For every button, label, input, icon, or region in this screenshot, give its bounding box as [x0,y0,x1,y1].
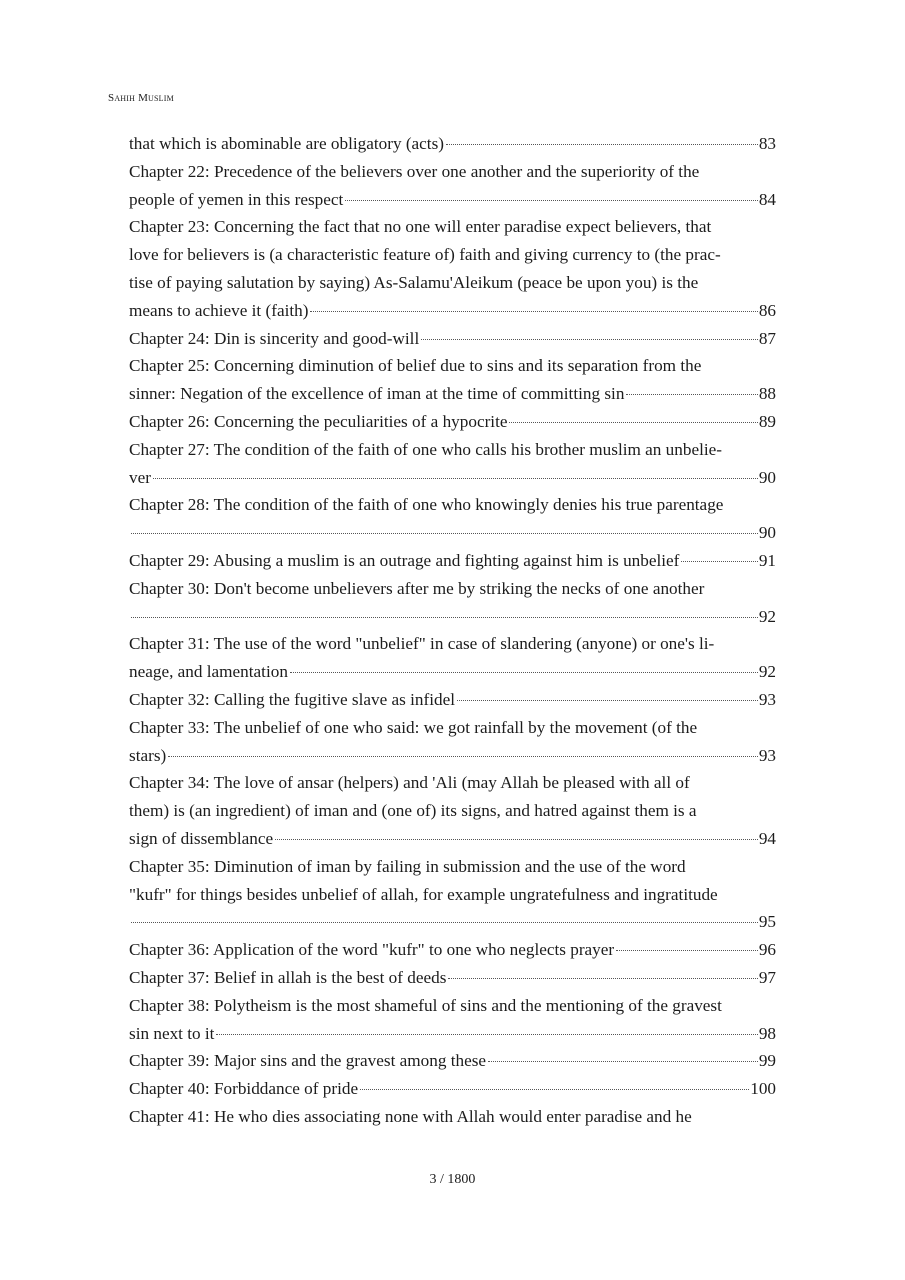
toc-entry-text: Chapter 29: Abusing a muslim is an outrage and fighting against him is unbelief [129,550,680,570]
dot-leader [509,422,757,423]
toc-entry[interactable] [129,325,776,353]
toc-entry[interactable] [129,130,776,158]
toc-entry[interactable] [129,436,776,492]
toc-page-number: 89 [758,411,776,431]
toc-entry-leader-line [129,1075,776,1103]
toc-entry[interactable] [129,1047,776,1075]
dot-leader [448,978,757,979]
toc-entry-text: Chapter 39: Major sins and the gravest among these [129,1051,487,1071]
toc-entry[interactable] [129,630,776,686]
toc-page-number: 97 [758,967,776,987]
toc-entry-line: "kufr" for things besides unbelief of allah, for example ungratefulness and ingratitude [129,884,718,904]
toc-page-number: 84 [758,189,776,209]
toc-entry[interactable] [129,408,776,436]
toc-entry[interactable] [129,213,776,324]
toc-entry-line: them) is (an ingredient) of iman and (one of) its signs, and hatred against them is a [129,801,697,821]
dot-leader [131,617,758,618]
toc-page-number: 98 [758,1023,776,1043]
dot-leader [168,756,758,757]
toc-entry-text: Chapter 36: Application of the word "kufr" to one who neglects prayer [129,940,615,960]
toc-entry[interactable] [129,158,776,214]
toc-entry-text: ver [129,467,151,487]
toc-entry-line: Chapter 25: Concerning diminution of belief due to sins and its separation from the [129,356,702,376]
toc-entry[interactable] [129,769,776,852]
toc-page-number: 92 [758,662,776,682]
toc-entry-leader-line [129,325,776,353]
toc-entry-text: Chapter 26: Concerning the peculiarities of a hypocrite [129,411,508,431]
toc-entry-leader-line [129,936,776,964]
toc-entry-leader-line [129,658,776,686]
toc-entry-text: sign of dissemblance [129,828,274,848]
toc-entry-leader-line [129,186,776,214]
toc-page-number: 87 [758,328,776,348]
dot-leader [345,200,758,201]
toc-entry[interactable] [129,853,776,936]
toc-entry-leader-line [129,964,776,992]
toc-entry-line: Chapter 31: The use of the word "unbelief" in case of slandering (anyone) or one's li- [129,634,715,654]
toc-entry-leader-line [129,825,776,853]
toc-entry-line: Chapter 38: Polytheism is the most shameful of sins and the mentioning of the gravest [129,995,722,1015]
toc-entry-leader-line [129,130,776,158]
toc-page-number: 91 [758,550,776,570]
toc-entry-text: Chapter 37: Belief in allah is the best of deeds [129,967,447,987]
toc-entry-line: Chapter 28: The condition of the faith of one who knowingly denies his true parentage [129,495,724,515]
toc-page-number: 88 [758,384,776,404]
toc-entry-leader-line [129,603,776,631]
toc-page-number: 83 [758,134,776,153]
toc-entry-text: Chapter 24: Din is sincerity and good-will [129,328,420,348]
toc-page-number: 90 [758,523,776,543]
toc-entry[interactable] [129,575,776,631]
table-of-contents [129,130,776,1131]
dot-leader [421,339,758,340]
toc-entry-text: that which is abominable are obligatory (acts) [129,134,444,153]
toc-entry-leader-line [129,464,776,492]
toc-entry-text: people of yemen in this respect [129,189,344,209]
toc-entry-leader-line [129,1047,776,1075]
toc-page-number: 93 [758,689,776,709]
toc-entry-line: Chapter 30: Don't become unbelievers after me by striking the necks of one another [129,578,705,598]
toc-continuation-line: Chapter 41: He who dies associating none with Allah would enter paradise and he [129,1106,692,1126]
toc-entry-text: Chapter 32: Calling the fugitive slave as infidel [129,689,456,709]
toc-page-number: 99 [758,1051,776,1071]
dot-leader [131,922,758,923]
toc-entry-line: Chapter 23: Concerning the fact that no one will enter paradise expect believers, that [129,217,712,237]
dot-leader [153,478,758,479]
toc-entry-text: neage, and lamentation [129,662,288,682]
dot-leader [360,1089,749,1090]
toc-entry-text: stars) [129,745,167,765]
toc-entry-text: sinner: Negation of the excellence of iman at the time of committing sin [129,384,625,404]
toc-entry-text: means to achieve it (faith) [129,300,309,320]
toc-entry-line: Chapter 33: The unbelief of one who said: we got rainfall by the movement (of the [129,717,698,737]
toc-entry-line: Chapter 22: Precedence of the believers over one another and the superiority of the [129,161,700,181]
dot-leader [131,533,758,534]
toc-entry-leader-line [129,297,776,325]
dot-leader [488,1061,758,1062]
toc-entry-line: Chapter 27: The condition of the faith of one who calls his brother muslim an unbelie- [129,439,722,459]
toc-entry-leader-line [129,408,776,436]
toc-entry[interactable] [129,1075,776,1103]
toc-entry[interactable] [129,686,776,714]
toc-entry-text: sin next to it [129,1023,215,1043]
dot-leader [290,672,758,673]
dot-leader [626,394,757,395]
toc-entry[interactable] [129,352,776,408]
dot-leader [310,311,757,312]
toc-entry[interactable] [129,714,776,770]
toc-entry[interactable] [129,491,776,547]
toc-entry-line: love for believers is (a characteristic feature of) faith and giving currency to (the prac- [129,245,721,265]
toc-page-number: 86 [758,300,776,320]
toc-entry-leader-line [129,547,776,575]
toc-entry-leader-line [129,1020,776,1048]
toc-page-number: 93 [758,745,776,765]
toc-entry[interactable] [129,992,776,1048]
toc-page-number: 92 [758,606,776,626]
dot-leader [216,1034,757,1035]
dot-leader [681,561,757,562]
toc-entry-leader-line [129,380,776,408]
toc-entry-leader-line [129,519,776,547]
toc-entry-leader-line [129,908,776,936]
toc-entry[interactable] [129,936,776,964]
toc-entry[interactable] [129,964,776,992]
toc-entry[interactable] [129,547,776,575]
toc-page-number: 96 [758,940,776,960]
toc-page-number: 95 [758,912,776,932]
toc-entry-leader-line [129,686,776,714]
dot-leader [616,950,758,951]
dot-leader [446,144,758,145]
dot-leader [457,700,758,701]
dot-leader [275,839,758,840]
toc-entry-leader-line [129,742,776,770]
toc-page-number: 90 [758,467,776,487]
toc-entry-line: Chapter 34: The love of ansar (helpers) and 'Ali (may Allah be pleased with all of [129,773,690,793]
toc-entry-line: tise of paying salutation by saying) As-Salamu'Aleikum (peace be upon you) is the [129,272,699,292]
toc-entry-text: Chapter 40: Forbiddance of pride [129,1079,359,1099]
toc-entry-line: Chapter 35: Diminution of iman by failing in submission and the use of the word [129,856,686,876]
page-number: 3 / 1800 [429,1172,476,1187]
toc-page-number: 94 [758,828,776,848]
running-header: Sahih Muslim [108,92,174,104]
toc-page-number: 100 [750,1079,776,1099]
